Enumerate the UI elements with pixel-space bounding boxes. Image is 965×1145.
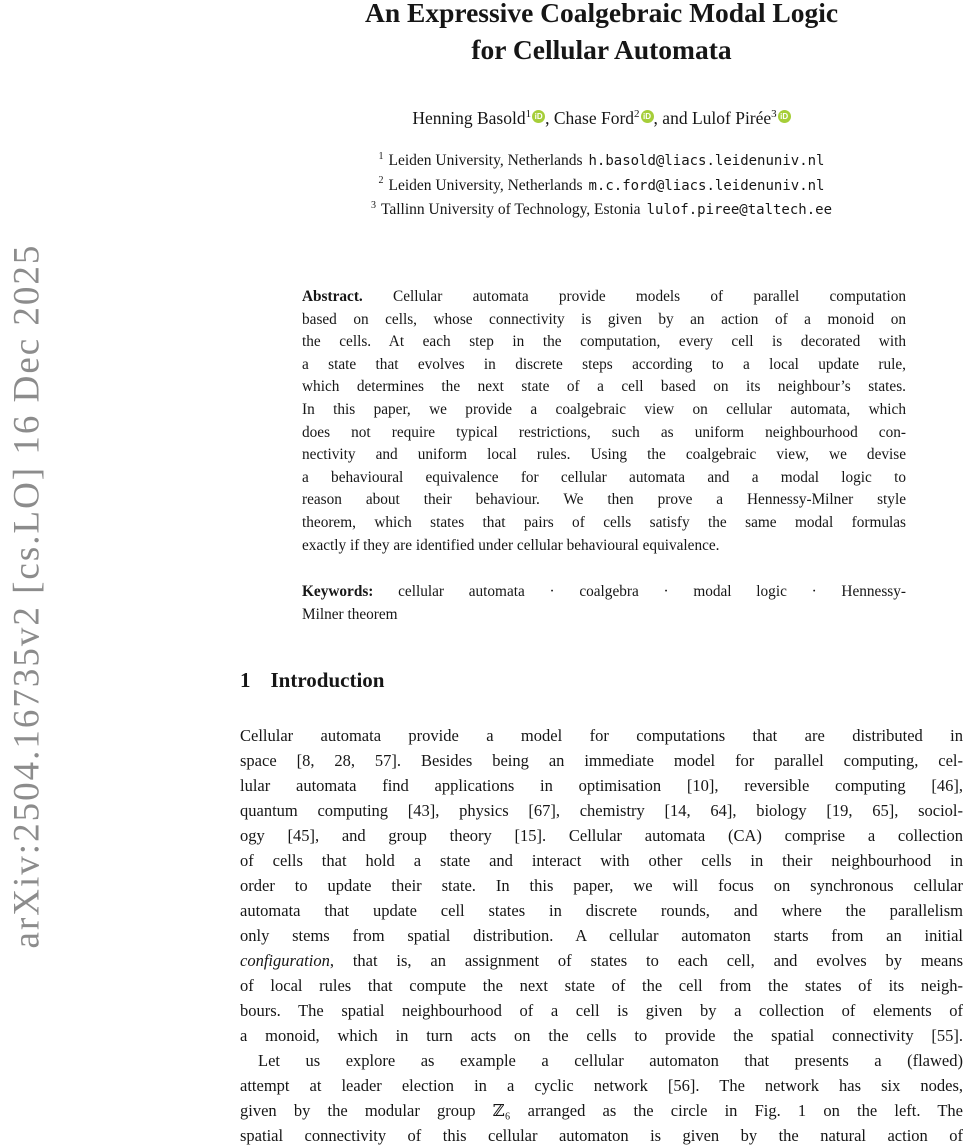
text-line: which determines the next state of a cell based on its neighbour’s states. bbox=[302, 378, 906, 396]
text-line: based on cells, whose connectivity is given by an action of a monoid on bbox=[302, 310, 906, 328]
text-line: nectivity and uniform local rules. Using the coalgebraic view, we devise bbox=[302, 446, 906, 464]
text-line: attempt at leader election in a cyclic network [56]. The network has six nodes, bbox=[240, 1076, 963, 1095]
text-line: Milner theorem bbox=[302, 605, 398, 623]
affiliations bbox=[240, 149, 963, 223]
text-line: Keywords: cellular automata · coalgebra · modal logic · Hennessy- bbox=[302, 583, 906, 600]
title-line-1: An Expressive Coalgebraic Modal Logic bbox=[364, 0, 839, 28]
section-number: 1 bbox=[240, 668, 251, 692]
text-line: reason about their behaviour. We then prove a Hennessy-Milner style bbox=[302, 491, 906, 509]
text-line: Let us explore as example a cellular automaton that presents a (flawed) bbox=[258, 1051, 963, 1070]
affiliation-2 bbox=[240, 174, 963, 199]
affiliation-sup: 2 bbox=[378, 175, 384, 187]
text-line: a monoid, which in turn acts on the cells to provide the spatial connectivity [55]. bbox=[240, 1026, 963, 1045]
text-line: exactly if they are identified under cellular behavioural equivalence. bbox=[302, 536, 720, 554]
text-line: of cells that hold a state and interact with other cells in their neighbourhood in bbox=[240, 851, 963, 870]
author-name: Chase Ford bbox=[553, 108, 635, 128]
text-line: given by the modular group ℤ₆ arranged as the circle in Fig. 1 on the left. The bbox=[240, 1101, 963, 1120]
author-affil-sup: 1 bbox=[525, 108, 532, 121]
text-line: configuration, that is, an assignment of states to each cell, and evolves by means bbox=[240, 951, 963, 970]
orcid-icon[interactable]: iD bbox=[778, 110, 791, 123]
text-line: order to update their state. In this paper, we will focus on synchronous cellular bbox=[240, 876, 963, 895]
text-line: Cellular automata provide a model for computations that are distributed in bbox=[240, 726, 963, 745]
section-title: Introduction bbox=[270, 668, 385, 692]
affiliation-email: lulof.piree@taltech.ee bbox=[646, 202, 832, 218]
author-line bbox=[240, 108, 963, 129]
text-line: a state that evolves in discrete steps according to a local update rule, bbox=[302, 355, 906, 373]
affiliation-email: m.c.ford@liacs.leidenuniv.nl bbox=[588, 177, 825, 194]
author-affil-sup: 2 bbox=[634, 108, 640, 121]
abstract bbox=[302, 286, 906, 557]
author-name: Lulof Pirée bbox=[691, 108, 772, 128]
author-separator: , and bbox=[653, 108, 692, 128]
text-line: bours. The spatial neighbourhood of a cell is given by a collection of elements of bbox=[240, 1001, 963, 1020]
author-affil-sup: 3 bbox=[771, 108, 777, 121]
text-line: quantum computing [43], physics [67], chemistry [14, 64], biology [19, 65], sociol- bbox=[240, 801, 963, 820]
keywords bbox=[302, 581, 906, 626]
affiliation-text: Tallinn University of Technology, Estonia bbox=[380, 201, 641, 218]
author-3 bbox=[692, 108, 791, 128]
text-line: automata that update cell states in discrete rounds, and where the parallelism bbox=[240, 901, 963, 920]
text-line: only stems from spatial distribution. A cellular automaton starts from an initial bbox=[240, 926, 963, 945]
text-line: the cells. At each step in the computation, every cell is decorated with bbox=[302, 333, 906, 351]
affiliation-text: Leiden University, Netherlands bbox=[388, 176, 583, 194]
affiliation-1 bbox=[240, 149, 963, 174]
author-2 bbox=[554, 108, 692, 128]
affiliation-sup: 1 bbox=[378, 150, 384, 162]
intro-paragraph-1 bbox=[240, 723, 963, 1048]
text-line: space [8, 28, 57]. Besides being an immediate model for parallel computing, cel- bbox=[240, 751, 963, 770]
orcid-icon[interactable]: iD bbox=[532, 110, 545, 123]
author-separator: , bbox=[545, 108, 554, 128]
text-line: does not require typical restrictions, such as uniform neighbourhood con- bbox=[302, 423, 906, 441]
affiliation-text: Leiden University, Netherlands bbox=[388, 152, 583, 169]
affiliation-sup: 3 bbox=[370, 199, 376, 211]
text-line: a behavioural equivalence for cellular automata and a modal logic to bbox=[302, 468, 906, 486]
paper-title bbox=[240, 0, 963, 68]
author-1 bbox=[412, 108, 554, 128]
text-line: ogy [45], and group theory [15]. Cellular automata (CA) comprise a collection bbox=[240, 826, 963, 845]
text-line: Abstract. Cellular automata provide models of parallel computation bbox=[302, 288, 906, 305]
text-line: theorem, which states that pairs of cells satisfy the same modal formulas bbox=[302, 513, 906, 531]
author-name: Henning Basold bbox=[412, 108, 526, 128]
orcid-icon[interactable]: iD bbox=[641, 110, 654, 123]
title-line-2: for Cellular Automata bbox=[471, 34, 732, 65]
intro-paragraph-2 bbox=[240, 1048, 963, 1145]
section-heading-introduction bbox=[240, 668, 384, 693]
text-line: of local rules that compute the next state of the cell from the states of its neigh- bbox=[240, 976, 963, 995]
affiliation-email: h.basold@liacs.leidenuniv.nl bbox=[588, 153, 825, 169]
text-line: lular automata find applications in optimisation [10], reversible computing [46], bbox=[240, 776, 963, 795]
arxiv-watermark: arXiv:2504.16735v2 [cs.LO] 16 Dec 2025 bbox=[6, 243, 48, 949]
affiliation-3 bbox=[240, 198, 963, 223]
text-line: In this paper, we provide a coalgebraic view on cellular automata, which bbox=[302, 400, 906, 418]
text-line: spatial connectivity of this cellular automaton is given by the natural action of bbox=[240, 1126, 963, 1145]
